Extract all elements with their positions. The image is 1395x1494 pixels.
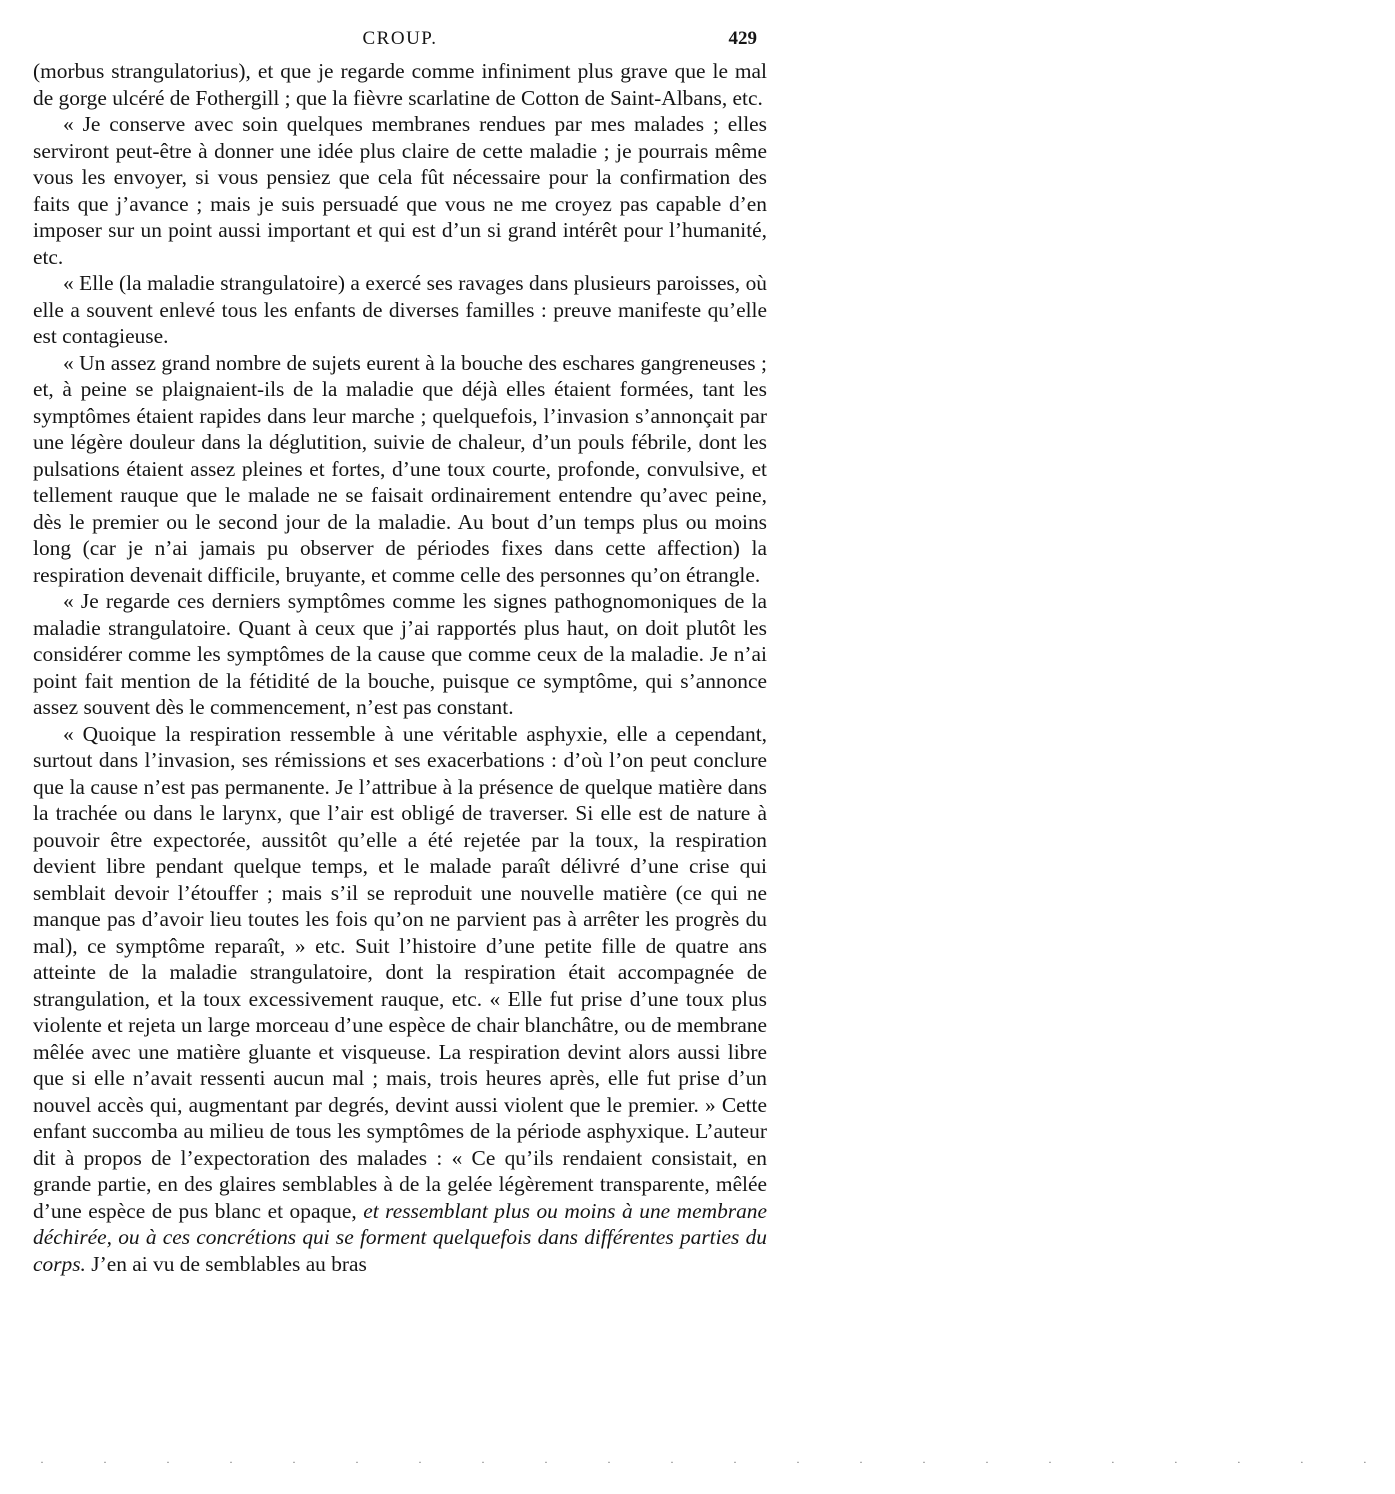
page-number: 429 xyxy=(728,28,757,49)
closing-text: J’en ai vu de semblables au bras xyxy=(91,1251,367,1276)
paragraph-membranes: « Je conserve avec soin quelques membranes rendues par mes malades ; elles serviront peut-être à donner une idée plus claire de cette maladie ; je pourrais même vous les envoyer, si vous pensiez que cela fût nécessaire pour la confirmation des faits que j’avance ; mais je suis persuadé que vous ne me croyez pas capable d’en imposer sur un point aussi important et qui est d’un si grand intérêt pour l’humanité, etc. xyxy=(33,112,767,269)
paragraph-symptoms: « Un assez grand nombre de sujets eurent à la bouche des eschares gangreneuses ; et, à peine se plaignaient-ils de la maladie que déjà elles étaient formées, tant les symptômes étaient rapides dans leur marche ; quelquefois, l’invasion s’annonçait par une légère douleur dans la déglutition, suivie de chaleur, d’un pouls fébrile, dont les pulsations étaient assez pleines et fortes, d’une toux courte, profonde, convulsive, et tellement rauque que le malade ne se faisait ordinairement entendre qu’avec peine, dès le premier ou le second jour de la maladie. Au bout d’un temps plus ou moins long (car je n’ai jamais pu observer de périodes fixes dans cette affection) la respiration devenait difficile, bruyante, et comme celle des personnes qu’on étrangle. xyxy=(33,350,767,587)
running-title: CROUP. xyxy=(362,28,438,49)
paragraph-respiration xyxy=(33,721,767,1278)
respiration-text: « Quoique la respiration ressemble à une véritable asphyxie, elle a cependant, surtout dans l’invasion, ses rémissions et ses exacerbations : d’où l’on peut conclure que la cause n’est pas permanente. Je l’attribue à la présence de quelque matière dans la trachée ou dans le larynx, que l’air est obligé de traverser. Si elle est de nature à pouvoir être expectorée, aussitôt qu’elle a été rejetée par la toux, la respiration devient libre pendant quelque temps, et le malade paraît délivré d’une crise qui semblait devoir l’étouffer ; mais s’il se reproduit une nouvelle matière (ce qui ne manque pas d’avoir lieu toutes les fois qu’on ne parvient pas à arrêter les progrès du mal), ce symptôme reparaît, » etc. Suit l’histoire d’une petite fille de quatre ans atteinte de la maladie strangulatoire, dont la respiration était accompagnée de strangulation, et la toux excessivement rauque, etc. « Elle fut prise d’une toux plus violente et rejeta un large morceau d’une espèce de chair blanchâtre, ou de membrane mêlée avec une matière gluante et visqueuse. La respiration devint alors aussi libre que si elle n’avait ressenti aucun mal ; mais, trois heures après, elle fut prise d’un nouvel accès qui, augmentant par degrés, devint aussi violent que le premier. » Cette enfant succomba au milieu de tous les symptômes de la période asphyxique. L’auteur dit à propos de l’expectoration des malades : « Ce qu’ils rendaient consistait, en grande partie, en des glaires semblables à de la gelée légèrement transparente, mêlée d’une espèce de pus blanc et opaque, xyxy=(33,721,767,1223)
paragraph-contagion: « Elle (la maladie strangulatoire) a exercé ses ravages dans plusieurs paroisses, où elle a souvent enlevé tous les enfants de diverses familles : preuve manifeste qu’elle est contagieuse. xyxy=(33,271,767,348)
paragraph-pathognomonic: « Je regarde ces derniers symptômes comme les signes pathognomoniques de la maladie strangulatoire. Quant à ceux que j’ai rapportés plus haut, on doit plutôt les considérer comme les symptômes de la cause que comme ceux de la maladie. Je n’ai point fait mention de la fétidité de la bouche, puisque ce symptôme, qui s’annonce assez souvent dès le commencement, n’est pas constant. xyxy=(33,589,767,719)
book-page xyxy=(33,28,767,1277)
body-text xyxy=(33,58,767,1277)
page-bottom-specks: · · · · · · · · · · · · · · · · · · · · · · xyxy=(40,1455,1395,1469)
italic-quote: et ressemblant plus ou moins à une membrane déchirée, ou à ces concrétions qui se forment quelquefois dans différentes parties du corps. xyxy=(33,1198,767,1276)
paragraph-continued: (morbus strangulatorius), et que je regarde comme infiniment plus grave que le mal de gorge ulcéré de Fothergill ; que la fièvre scarlatine de Cotton de Saint-Albans, etc. xyxy=(33,59,767,110)
running-head xyxy=(33,28,767,58)
